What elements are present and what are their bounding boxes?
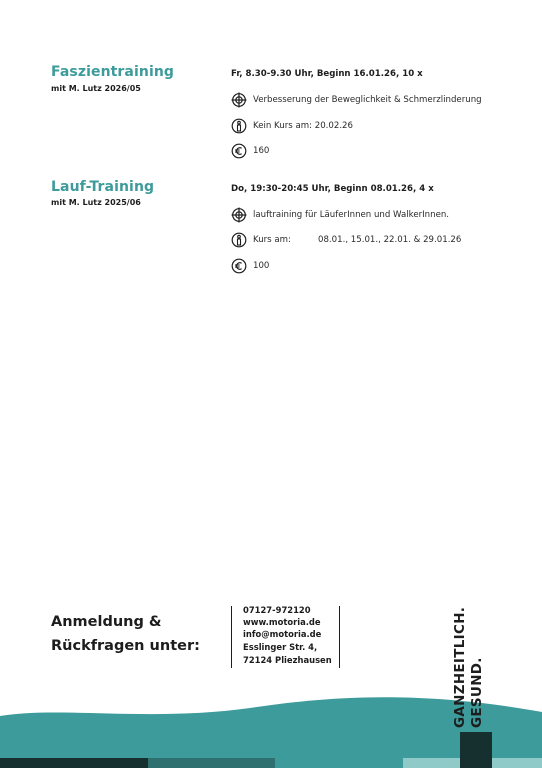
target-icon — [231, 207, 247, 223]
info-person-icon — [231, 118, 247, 134]
slogan-line2: GESUND. — [469, 657, 485, 728]
contact-email[interactable]: info@motoria.de — [243, 629, 322, 639]
contact-city: 72124 Pliezhausen — [243, 655, 332, 665]
info-person-icon — [231, 232, 247, 248]
course-info: Kurs am: — [253, 235, 291, 245]
slogan — [452, 607, 486, 728]
course-goal: Verbesserung der Beweglichkeit & Schmerzlinderung — [253, 95, 482, 105]
contact-heading-line1: Anmeldung & — [51, 614, 162, 630]
course-schedule: Fr, 8.30-9.30 Uhr, Beginn 16.01.26, 10 x — [231, 69, 423, 79]
course-price: 100 — [253, 261, 270, 271]
contact-details — [231, 606, 340, 668]
course-goal: lauftraining für LäuferInnen und WalkerInnen. — [253, 210, 450, 220]
slogan-line1: GANZHEITLICH. — [452, 606, 468, 728]
course-info-row — [231, 117, 353, 135]
course-subtitle: mit M. Lutz 2026/05 — [51, 84, 141, 93]
contact-heading — [51, 610, 200, 658]
course-schedule: Do, 19:30-20:45 Uhr, Beginn 08.01.26, 4 x — [231, 184, 434, 194]
course-price-row — [231, 142, 269, 160]
course-info: Kein Kurs am: 20.02.26 — [253, 121, 353, 131]
euro-icon — [231, 143, 247, 159]
course-info-dates: 08.01., 15.01., 22.01. & 29.01.26 — [318, 235, 462, 245]
course-title: Faszientraining — [51, 64, 175, 80]
target-icon — [231, 92, 247, 108]
course-subtitle: mit M. Lutz 2025/06 — [51, 198, 141, 207]
course-price-row — [231, 257, 269, 275]
euro-icon — [231, 258, 247, 274]
course-goal-row — [231, 206, 449, 224]
course-goal-row — [231, 91, 482, 109]
course-price: 160 — [253, 146, 270, 156]
contact-website[interactable]: www.motoria.de — [243, 617, 321, 627]
contact-phone[interactable]: 07127-972120 — [243, 605, 311, 615]
contact-heading-line2: Rückfragen unter: — [51, 638, 200, 654]
course-title: Lauf-Training — [51, 179, 155, 195]
course-info-row — [231, 231, 491, 249]
contact-street: Esslinger Str. 4, — [243, 642, 318, 652]
